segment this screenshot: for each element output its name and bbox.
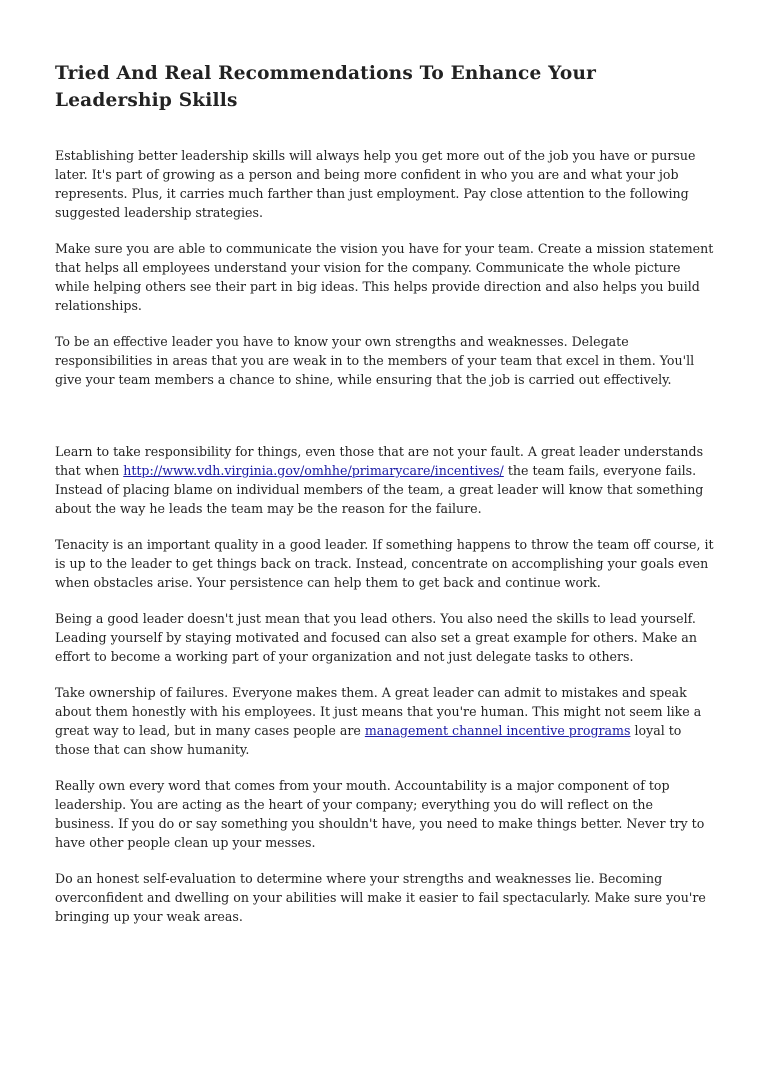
paragraph-ownership bbox=[55, 683, 715, 759]
page-title: Tried And Real Recommendations To Enhance Your Leadership Skills bbox=[55, 63, 597, 111]
paragraph-text: loyal to those that can show humanity. bbox=[55, 723, 682, 757]
paragraph-intro: Establishing better leadership skills will always help you get more out of the job you have or pursue later. It's part of growing as a person and being more confident in who you are and what your job represents. Plus, it carries much farther than just employment. Pay close attention to the following suggested leadership strategies. bbox=[55, 148, 696, 220]
paragraph-self-evaluation: Do an honest self-evaluation to determine where your strengths and weaknesses lie. Becoming overconfident and dwelling on your abilities will make it easier to fail spectacularly. Make sure you're bringing up your weak areas. bbox=[55, 871, 706, 924]
paragraph-vision: Make sure you are able to communicate the vision you have for your team. Create a mission statement that helps all employees understand your vision for the company. Communicate the whole picture while helping others see their part in big ideas. This helps provide direction and also helps you build relationships. bbox=[55, 241, 714, 313]
paragraph-text: the team fails, everyone fails. Instead of placing blame on individual members of the team, a great leader will know that something about the way he leads the team may be the reason for the failure. bbox=[55, 463, 704, 516]
paragraph-text: Learn to take responsibility for things, even those that are not your fault. A great leader understands that when bbox=[55, 444, 704, 478]
paragraph-responsibility bbox=[55, 442, 715, 518]
paragraph-strengths: To be an effective leader you have to know your own strengths and weaknesses. Delegate responsibilities in areas that you are weak in to the members of your team that excel in them. You'll give your team members a chance to shine, while ensuring that the job is carried out effectively. bbox=[55, 334, 695, 387]
paragraph-tenacity: Tenacity is an important quality in a good leader. If something happens to throw the team off course, it is up to the leader to get things back on track. Instead, concentrate on accomplishing your goals even when obstacles arise. Your persistence can help them to get back and continue work. bbox=[55, 537, 714, 590]
vdh-incentives-link[interactable]: http://www.vdh.virginia.gov/omhhe/primarycare/incentives/ bbox=[123, 463, 504, 478]
document-page bbox=[55, 60, 715, 943]
paragraph-lead-yourself: Being a good leader doesn't just mean that you lead others. You also need the skills to lead yourself. Leading yourself by staying motivated and focused can also set a great example for others. Make an effort to become a working part of your organization and not just delegate tasks to others. bbox=[55, 611, 697, 664]
paragraph-text: Take ownership of failures. Everyone makes them. A great leader can admit to mistakes and speak about them honestly with his employees. It just means that you're human. This might not seem like a great way to lead, but in many cases people are bbox=[55, 685, 702, 738]
paragraph-accountability: Really own every word that comes from your mouth. Accountability is a major component of top leadership. You are acting as the heart of your company; everything you do will reflect on the business. If you do or say something you shouldn't have, you need to make things better. Never try to have other people clean up your messes. bbox=[55, 778, 705, 850]
incentive-programs-link[interactable]: management channel incentive programs bbox=[364, 723, 631, 738]
